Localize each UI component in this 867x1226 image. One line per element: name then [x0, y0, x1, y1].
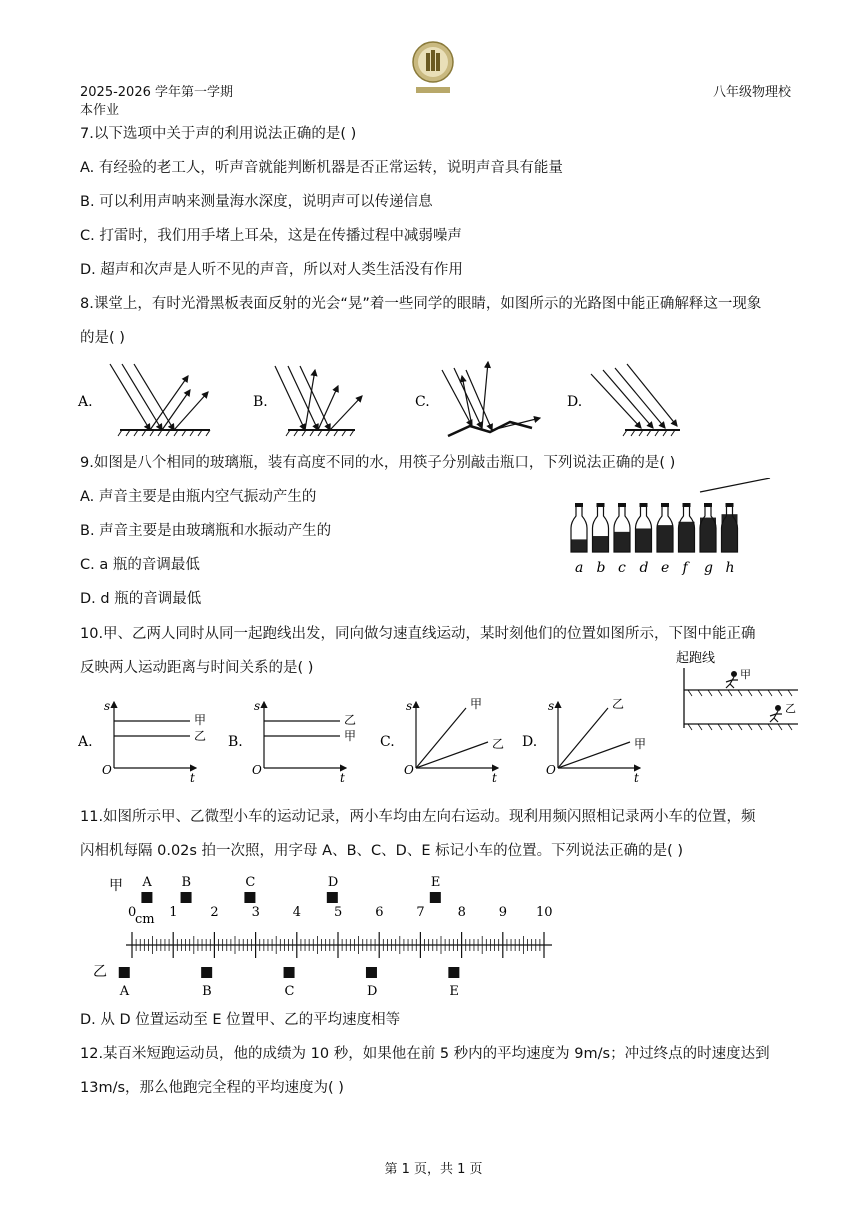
- bottle-label-b: b: [596, 560, 606, 576]
- series-upper-label: 乙: [344, 713, 357, 727]
- bottle-g: [700, 503, 716, 576]
- bottle-e: [657, 503, 673, 576]
- origin-label: O: [404, 763, 414, 777]
- q8-fig-a: [77, 364, 210, 436]
- graph-option-label: C.: [380, 734, 395, 750]
- chopstick: [700, 478, 770, 492]
- graph-option-label: D.: [522, 734, 538, 750]
- q7-option-c: C. 打雷时，我们用手堵上耳朵，这是在传播过程中减弱噪声: [80, 228, 462, 244]
- q11-ruler-figure: [85, 868, 565, 1003]
- bottle-label-e: e: [661, 560, 670, 576]
- q10-stem-line2: 反映两人运动距离与时间关系的是( ): [80, 660, 314, 676]
- ruler-unit: cm: [135, 912, 155, 927]
- q8-label-a: A.: [78, 394, 93, 410]
- bottle-b: [593, 503, 609, 576]
- runner-jia: [726, 668, 751, 688]
- q7-option-b: B. 可以利用声呐来测量海水深度，说明声可以传递信息: [80, 194, 433, 210]
- q11-option-d: D. 从 D 位置运动至 E 位置甲、乙的平均速度相等: [80, 1012, 401, 1028]
- q9-stem: 9.如图是八个相同的玻璃瓶，装有高度不同的水，用筷子分别敲击瓶口，下列说法正确的是( ): [80, 455, 676, 471]
- bottle-h: [722, 503, 738, 576]
- car-jia-label-E: E: [430, 875, 441, 890]
- ruler-tick-label: 0: [128, 905, 137, 920]
- car-yi-E: [448, 967, 459, 978]
- car-yi-label-E: E: [449, 984, 459, 999]
- y-axis-label: s: [254, 699, 261, 713]
- car-jia-B: [181, 892, 192, 903]
- q8-label-b: B.: [253, 394, 268, 410]
- series-upper-label: 乙: [612, 697, 625, 711]
- ruler-tick-label: 4: [292, 905, 302, 920]
- q8-stem-line2: 的是( ): [80, 330, 125, 346]
- q8-figures: [70, 356, 590, 446]
- car-yi-D: [366, 967, 377, 978]
- car-yi-B: [201, 967, 212, 978]
- runner-yi: [770, 702, 796, 722]
- svg-text:乙: 乙: [785, 702, 796, 715]
- q10-graph-2: [228, 696, 368, 786]
- car-yi-label-D: D: [366, 984, 378, 999]
- q9-option-b: B. 声音主要是由玻璃瓶和水振动产生的: [80, 523, 332, 539]
- q11-stem-line1: 11.如图所示甲、乙微型小车的运动记录，两小车均由左向右运动。现利用频闪照相记录两小车的位置，频: [80, 809, 756, 825]
- header-subtitle: 本作业: [80, 103, 120, 118]
- q10-graph-3: [380, 696, 520, 786]
- q9-option-d: D. d 瓶的音调最低: [80, 591, 202, 607]
- y-axis-label: s: [104, 699, 111, 713]
- graph-option-label: A.: [78, 734, 93, 750]
- q9-option-c: C. a 瓶的音调最低: [80, 557, 200, 573]
- q10-start-line-figure: [670, 648, 805, 733]
- ruler-tick-label: 9: [498, 905, 508, 920]
- series-upper-label: 甲: [194, 713, 207, 727]
- car-yi-label-A: A: [119, 984, 130, 999]
- header-term: 2025-2026 学年第一学期: [80, 85, 233, 100]
- car-yi-label-C: C: [284, 984, 295, 999]
- x-axis-label: t: [634, 771, 639, 785]
- bottle-a: [571, 503, 587, 576]
- q7-option-a: A. 有经验的老工人，听声音就能判断机器是否正常运转，说明声音具有能量: [80, 160, 563, 176]
- q12-stem-line1: 12.某百米短跑运动员，他的成绩为 10 秒，如果他在前 5 秒内的平均速度为 9m/s；冲过终点的时速度达到: [80, 1046, 770, 1062]
- bottle-d: [636, 503, 652, 576]
- series-upper-label: 甲: [470, 697, 483, 711]
- x-axis-label: t: [190, 771, 195, 785]
- series-lower-label: 甲: [344, 729, 357, 743]
- ruler-tick-label: 8: [457, 905, 466, 920]
- series-lower-label: 乙: [194, 729, 207, 743]
- q8-fig-d: [567, 394, 582, 410]
- q9-bottles-figure: [560, 478, 780, 578]
- row-yi-label: 乙: [93, 964, 107, 980]
- start-line-label: 起跑线: [676, 651, 716, 666]
- header-subject: 八年级物理校: [713, 85, 792, 100]
- car-jia-D: [327, 892, 338, 903]
- svg-text:甲: 甲: [740, 668, 751, 681]
- car-jia-label-C: C: [245, 875, 256, 890]
- ruler-tick-label: 1: [169, 905, 178, 920]
- origin-label: O: [546, 763, 556, 777]
- bottle-f: [679, 503, 695, 576]
- bottle-c: [614, 503, 630, 576]
- ruler-tick-label: 6: [375, 905, 384, 920]
- q8-fig-c: [415, 362, 540, 436]
- bottle-label-d: d: [639, 560, 649, 576]
- q9-option-a: A. 声音主要是由瓶内空气振动产生的: [80, 489, 317, 505]
- q12-stem-line2: 13m/s，那么他跑完全程的平均速度为( ): [80, 1080, 344, 1096]
- car-jia-label-A: A: [142, 875, 152, 890]
- ruler-tick-label: 10: [536, 905, 553, 920]
- graph-option-label: B.: [228, 734, 243, 750]
- series-lower-label: 甲: [634, 737, 647, 751]
- ruler-tick-label: 5: [334, 905, 343, 920]
- series-lower-label: 乙: [492, 737, 505, 751]
- q8-fig-b: [253, 366, 362, 436]
- q8-stem-line1: 8.课堂上，有时光滑黑板表面反射的光会“晃”着一些同学的眼睛，如图所示的光路图中能正确解释这一现象: [80, 296, 762, 312]
- page-footer: 第 1 页，共 1 页: [384, 1162, 483, 1177]
- car-jia-E: [430, 892, 441, 903]
- q7-option-d: D. 超声和次声是人听不见的声音，所以对人类生活没有作用: [80, 262, 463, 278]
- q8-label-c: C.: [415, 394, 430, 410]
- q7-stem: 7.以下选项中关于声的利用说法正确的是( ): [80, 126, 357, 142]
- bottle-label-c: c: [618, 560, 626, 576]
- car-jia-A: [141, 892, 152, 903]
- q10-stem-line1: 10.甲、乙两人同时从同一起跑线出发，同向做匀速直线运动，某时刻他们的位置如图所示，下图中能正确: [80, 626, 756, 642]
- row-jia-label: 甲: [109, 878, 123, 894]
- q8-fig-d-drawing: [585, 360, 685, 442]
- car-yi-C: [284, 967, 295, 978]
- ruler-tick-label: 2: [210, 905, 219, 920]
- q10-graph-1: [78, 696, 218, 786]
- origin-label: O: [102, 763, 112, 777]
- car-yi-A: [119, 967, 130, 978]
- car-jia-C: [244, 892, 255, 903]
- q11-stem-line2: 闪相机每隔 0.02s 拍一次照，用字母 A、B、C、D、E 标记小车的位置。下列说法正确的是( ): [80, 843, 684, 859]
- car-yi-label-B: B: [202, 984, 212, 999]
- bottle-label-h: h: [725, 560, 735, 576]
- car-jia-label-D: D: [327, 875, 339, 890]
- q8-label-d: D.: [567, 394, 583, 410]
- x-axis-label: t: [492, 771, 497, 785]
- y-axis-label: s: [548, 699, 555, 713]
- x-axis-label: t: [340, 771, 345, 785]
- car-jia-label-B: B: [181, 875, 192, 890]
- bottle-label-f: f: [682, 560, 688, 576]
- school-logo: [408, 40, 458, 98]
- ruler-tick-label: 3: [251, 905, 260, 920]
- q10-graph-4: [522, 696, 662, 786]
- origin-label: O: [252, 763, 262, 777]
- ruler-tick-label: 7: [416, 905, 425, 920]
- y-axis-label: s: [406, 699, 413, 713]
- bottle-label-g: g: [704, 560, 713, 576]
- bottle-label-a: a: [575, 560, 584, 576]
